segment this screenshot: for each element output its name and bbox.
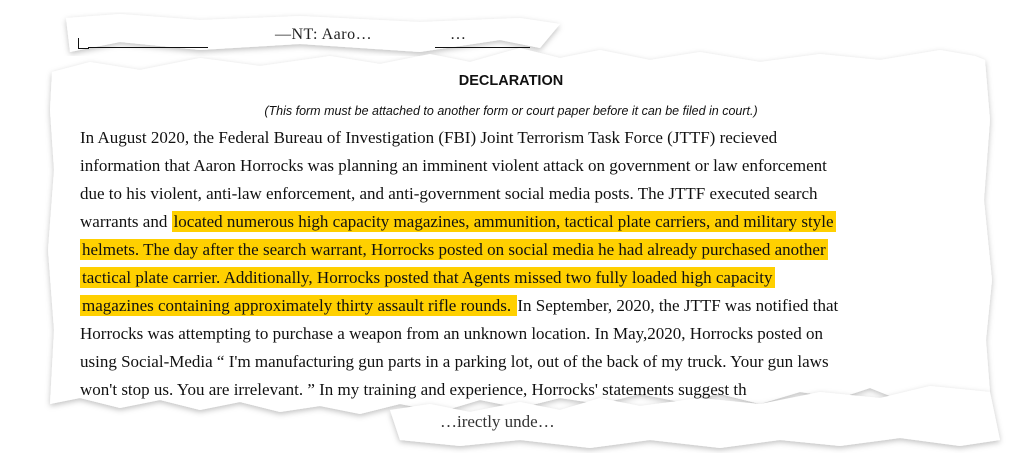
text-run: In September, 2020, the JTTF was notified that xyxy=(517,296,839,315)
highlighted-text: helmets. The day after the search warrant, Horrocks posted on social media he had already purchased another xyxy=(82,240,826,259)
highlighted-text: magazines containing approximately thirty assault rifle rounds. xyxy=(82,296,516,315)
bottom-fragment-text: …irectly unde… xyxy=(440,412,555,431)
header-fragment-left: —NT: Aaro… xyxy=(275,26,373,43)
form-rule-left xyxy=(88,47,208,48)
highlighted-text: tactical plate carrier. Additionally, Horrocks posted that Agents missed two fully loaded high capacity xyxy=(82,268,773,287)
text-line xyxy=(80,124,960,152)
header-fragment-right: … xyxy=(450,26,466,43)
form-rule-right xyxy=(435,47,530,48)
text-run: using Social-Media “ I'm manufacturing gun parts in a parking lot, out of the back of my truck. Your gun laws xyxy=(80,352,829,371)
text-run: In August 2020, the Federal Bureau of Investigation (FBI) Joint Terrorism Task Force (JTTF) recieved xyxy=(80,128,778,147)
text-line xyxy=(80,208,960,236)
text-line xyxy=(80,292,960,320)
text-line xyxy=(80,152,960,180)
document-title: DECLARATION xyxy=(458,73,564,89)
text-line xyxy=(80,264,960,292)
text-run: warrants and xyxy=(80,212,172,231)
text-line xyxy=(80,320,960,348)
text-line xyxy=(80,180,960,208)
text-run: Horrocks was attempting to purchase a weapon from an unknown location. In May,2020, Horrocks posted on xyxy=(80,324,823,343)
text-line xyxy=(80,348,960,376)
document-subtitle: (This form must be attached to another form or court paper before it can be filed in court.) xyxy=(264,104,758,118)
text-line xyxy=(80,236,960,264)
text-run: due to his violent, anti-law enforcement, and anti-government social media posts. The JTTF executed search xyxy=(80,184,818,203)
highlighted-text: located numerous high capacity magazines, ammunition, tactical plate carriers, and military style xyxy=(173,212,834,231)
declaration-body xyxy=(80,124,960,404)
text-run: information that Aaron Horrocks was planning an imminent violent attack on government or law enforcement xyxy=(80,156,827,175)
text-run: won't stop us. You are irrelevant. ” In my training and experience, Horrocks' statements suggest th xyxy=(80,380,747,399)
text-line xyxy=(80,376,960,404)
